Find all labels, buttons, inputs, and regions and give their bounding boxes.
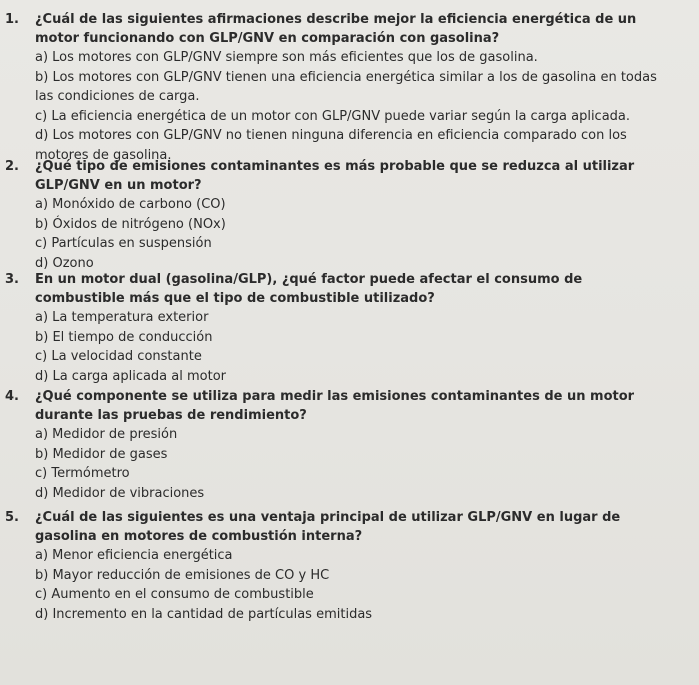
question-1-option-b: b) Los motores con GLP/GNV tienen una eficiencia energética similar a los de gasolina en todas las condiciones de carga. — [35, 69, 657, 104]
question-3-options — [35, 308, 685, 386]
question-2-option-b: b) Óxidos de nitrógeno (NOx) — [35, 216, 226, 232]
question-5-option-b: b) Mayor reducción de emisiones de CO y HC — [35, 567, 330, 583]
question-4-text: ¿Qué componente se utiliza para medir las emisiones contaminantes de un motor durante las pruebas de rendimiento? — [35, 389, 635, 423]
question-3-option-b: b) El tiempo de conducción — [35, 329, 213, 345]
question-2-option-c: c) Partículas en suspensión — [35, 236, 212, 251]
question-5-header — [5, 508, 685, 546]
question-4-option-d: d) Medidor de vibraciones — [35, 485, 205, 501]
question-4-options — [35, 425, 685, 503]
question-2-number: 2. — [5, 159, 19, 174]
question-2-options — [35, 195, 685, 273]
question-3-option-a: a) La temperatura exterior — [35, 310, 209, 325]
question-2-header — [5, 157, 685, 195]
question-1-option-c: c) La eficiencia energética de un motor con GLP/GNV puede variar según la carga aplicada. — [35, 108, 631, 124]
question-1-number: 1. — [5, 12, 19, 27]
question-5-option-c: c) Aumento en el consumo de combustible — [35, 587, 314, 602]
question-5-option-a: a) Menor eficiencia energética — [35, 548, 233, 563]
question-1-option-a: a) Los motores con GLP/GNV siempre son más eficientes que los de gasolina. — [35, 50, 538, 65]
question-1-options — [35, 48, 685, 165]
question-5 — [5, 508, 685, 624]
question-4 — [5, 387, 685, 503]
question-1-header — [5, 10, 685, 48]
question-5-number: 5. — [5, 510, 19, 525]
question-1-option-d: d) Los motores con GLP/GNV no tienen ninguna diferencia en eficiencia comparado con los motores de gasolina. — [35, 128, 627, 163]
question-2-option-a: a) Monóxido de carbono (CO) — [35, 197, 226, 212]
question-3 — [5, 270, 685, 386]
question-4-option-c: c) Termómetro — [35, 466, 130, 481]
question-1-text: ¿Cuál de las siguientes afirmaciones describe mejor la eficiencia energética de un motor funcionando con GLP/GNV en comparación con gasolina? — [35, 12, 637, 46]
question-2-option-d: d) Ozono — [35, 255, 94, 271]
question-3-option-d: d) La carga aplicada al motor — [35, 368, 227, 384]
question-3-number: 3. — [5, 272, 19, 287]
question-4-header — [5, 387, 685, 425]
question-5-text: ¿Cuál de las siguientes es una ventaja principal de utilizar GLP/GNV en lugar de gasolina en motores de combustión interna? — [35, 510, 621, 544]
question-1 — [5, 10, 685, 165]
question-3-header — [5, 270, 685, 308]
question-5-options — [35, 546, 685, 624]
question-4-number: 4. — [5, 389, 19, 404]
question-4-option-b: b) Medidor de gases — [35, 446, 168, 462]
question-4-option-a: a) Medidor de presión — [35, 427, 178, 442]
question-2-text: ¿Qué tipo de emisiones contaminantes es más probable que se reduzca al utilizar GLP/GNV en un motor? — [35, 159, 635, 193]
question-5-option-d: d) Incremento en la cantidad de partículas emitidas — [35, 606, 373, 622]
question-2 — [5, 157, 685, 273]
question-3-option-c: c) La velocidad constante — [35, 349, 202, 364]
question-3-text: En un motor dual (gasolina/GLP), ¿qué factor puede afectar el consumo de combustible más que el tipo de combustible utilizado? — [35, 272, 583, 306]
